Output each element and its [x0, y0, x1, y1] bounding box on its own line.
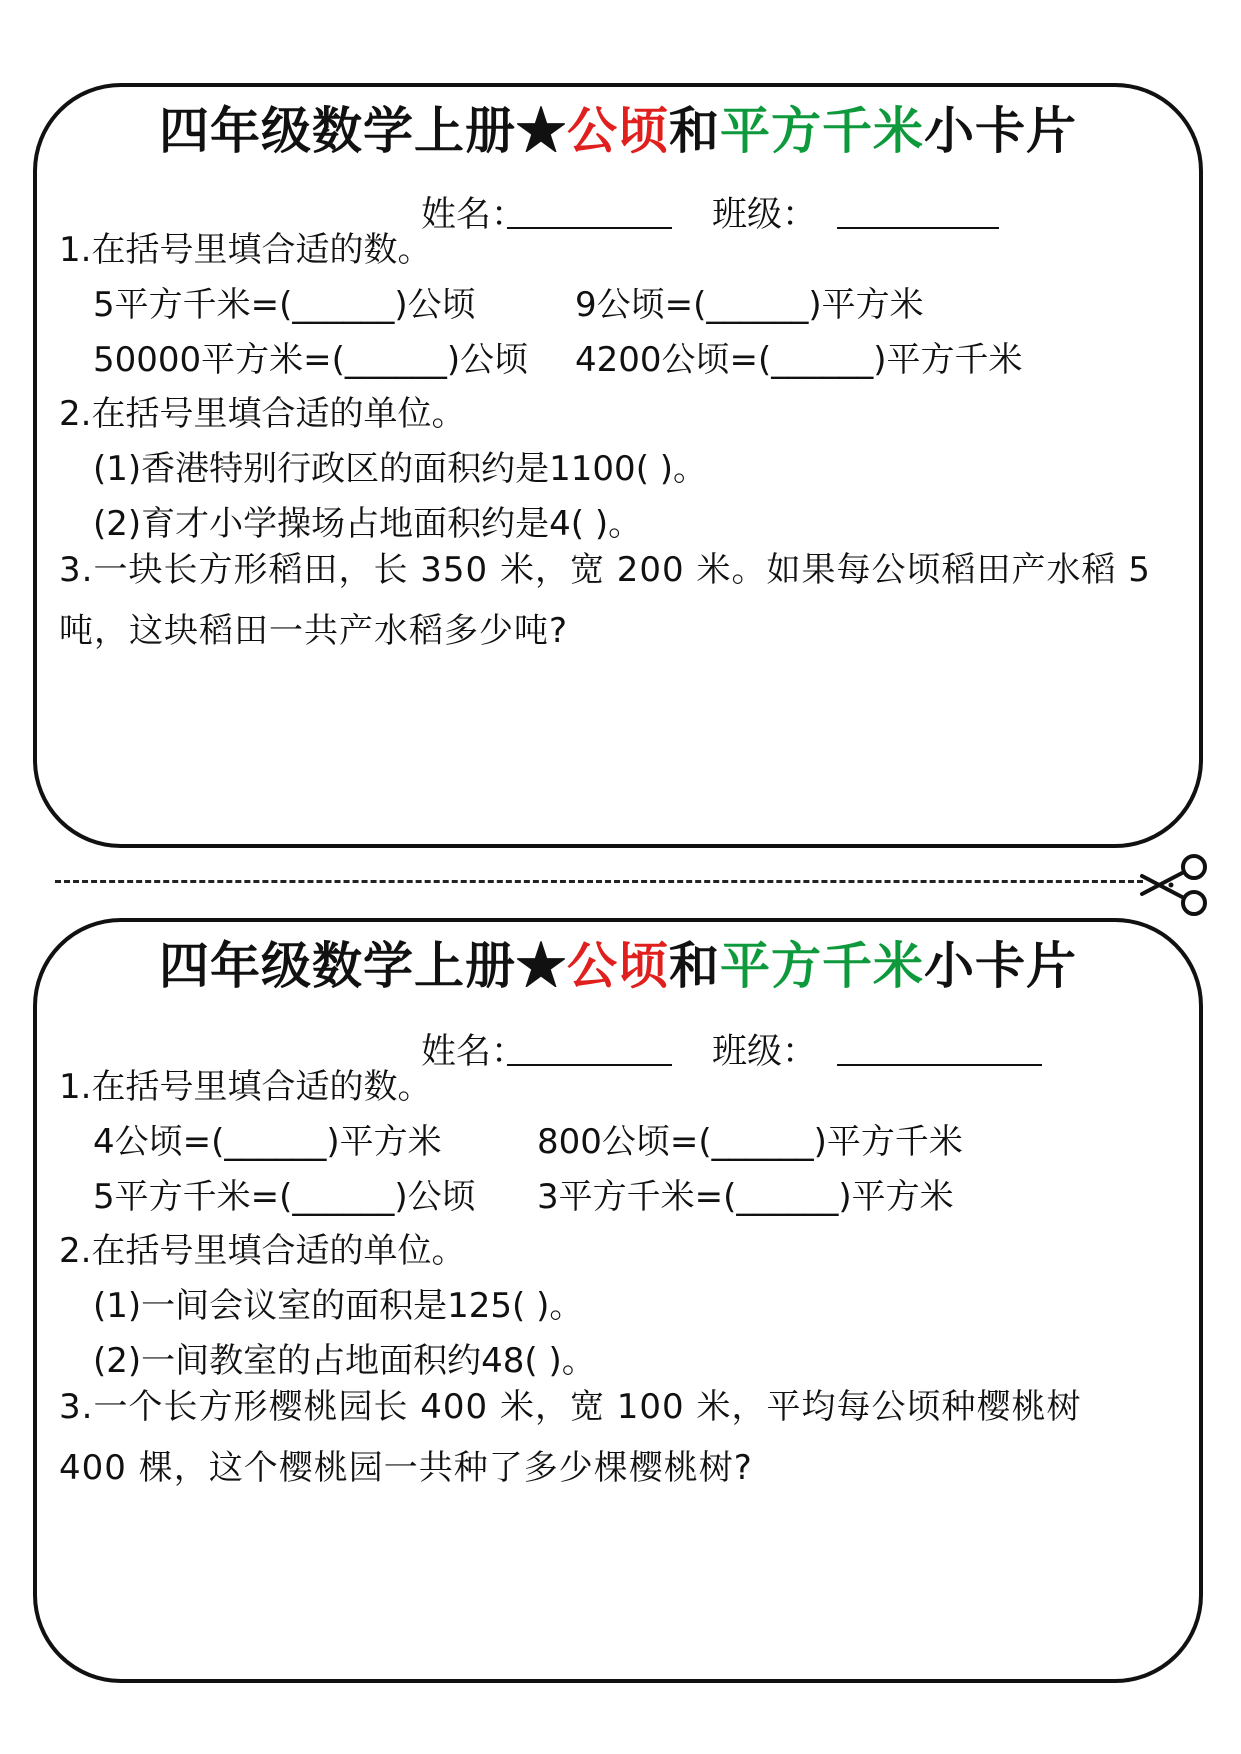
q1-item-4: 3平方千米=(______)平方米 — [537, 1177, 954, 1217]
title-part-hectare: 公顷 — [567, 101, 669, 160]
q1-item-2: 800公顷=(______)平方千米 — [537, 1122, 963, 1162]
q1-item-1: 4公顷=(______)平方米 — [93, 1122, 442, 1162]
q1-item-2: 9公顷=(______)平方米 — [575, 285, 924, 325]
q1-item-1: 5平方千米=(______)公顷 — [93, 285, 476, 325]
q1-item-3: 5平方千米=(______)公顷 — [93, 1177, 476, 1217]
q1-item-3: 50000平方米=(______)公顷 — [93, 340, 529, 380]
card-title — [37, 936, 1199, 996]
title-part-grade: 四年级数学上册★ — [159, 101, 567, 160]
title-part-square-km: 平方千米 — [720, 936, 924, 995]
title-part-hectare: 公顷 — [567, 936, 669, 995]
title-part-and: 和 — [669, 101, 720, 160]
q3-word-problem: 3.一块长方形稻田，长 350 米，宽 200 米。如果每公顷稻田产水稻 5 吨，这块稻田一共产水稻多少吨? — [59, 550, 1151, 651]
q2-item-2: (2)育才小学操场占地面积约是4( )。 — [93, 504, 643, 544]
flash-card-2 — [33, 918, 1203, 1683]
title-part-card: 小卡片 — [924, 101, 1077, 160]
scissors-icon — [1136, 850, 1210, 920]
q1-title: 1.在括号里填合适的数。 — [59, 230, 432, 270]
name-label: 姓名： — [421, 1032, 527, 1072]
title-part-square-km: 平方千米 — [720, 101, 924, 160]
name-blank[interactable] — [507, 227, 672, 229]
q2-item-1: (1)一间会议室的面积是125( )。 — [93, 1286, 584, 1326]
class-blank[interactable] — [837, 227, 999, 229]
flash-card-1 — [33, 83, 1203, 848]
q1-item-4: 4200公顷=(______)平方千米 — [575, 340, 1023, 380]
class-label: 班级： — [712, 1032, 818, 1072]
q2-item-2: (2)一间教室的占地面积约48( )。 — [93, 1341, 596, 1381]
title-part-card: 小卡片 — [924, 936, 1077, 995]
class-label: 班级： — [712, 195, 818, 235]
title-part-grade: 四年级数学上册★ — [159, 936, 567, 995]
cut-line — [55, 880, 1143, 883]
card-title — [37, 101, 1199, 161]
class-blank[interactable] — [837, 1064, 1042, 1066]
q2-title: 2.在括号里填合适的单位。 — [59, 1231, 466, 1271]
name-label: 姓名： — [421, 195, 527, 235]
q1-title: 1.在括号里填合适的数。 — [59, 1067, 432, 1107]
title-part-and: 和 — [669, 936, 720, 995]
q2-title: 2.在括号里填合适的单位。 — [59, 394, 466, 434]
name-blank[interactable] — [507, 1064, 672, 1066]
q2-item-1: (1)香港特别行政区的面积约是1100( )。 — [93, 449, 708, 489]
q3-word-problem: 3.一个长方形樱桃园长 400 米，宽 100 米，平均每公顷种樱桃树 400 棵，这个樱桃园一共种了多少棵樱桃树? — [59, 1387, 1082, 1488]
